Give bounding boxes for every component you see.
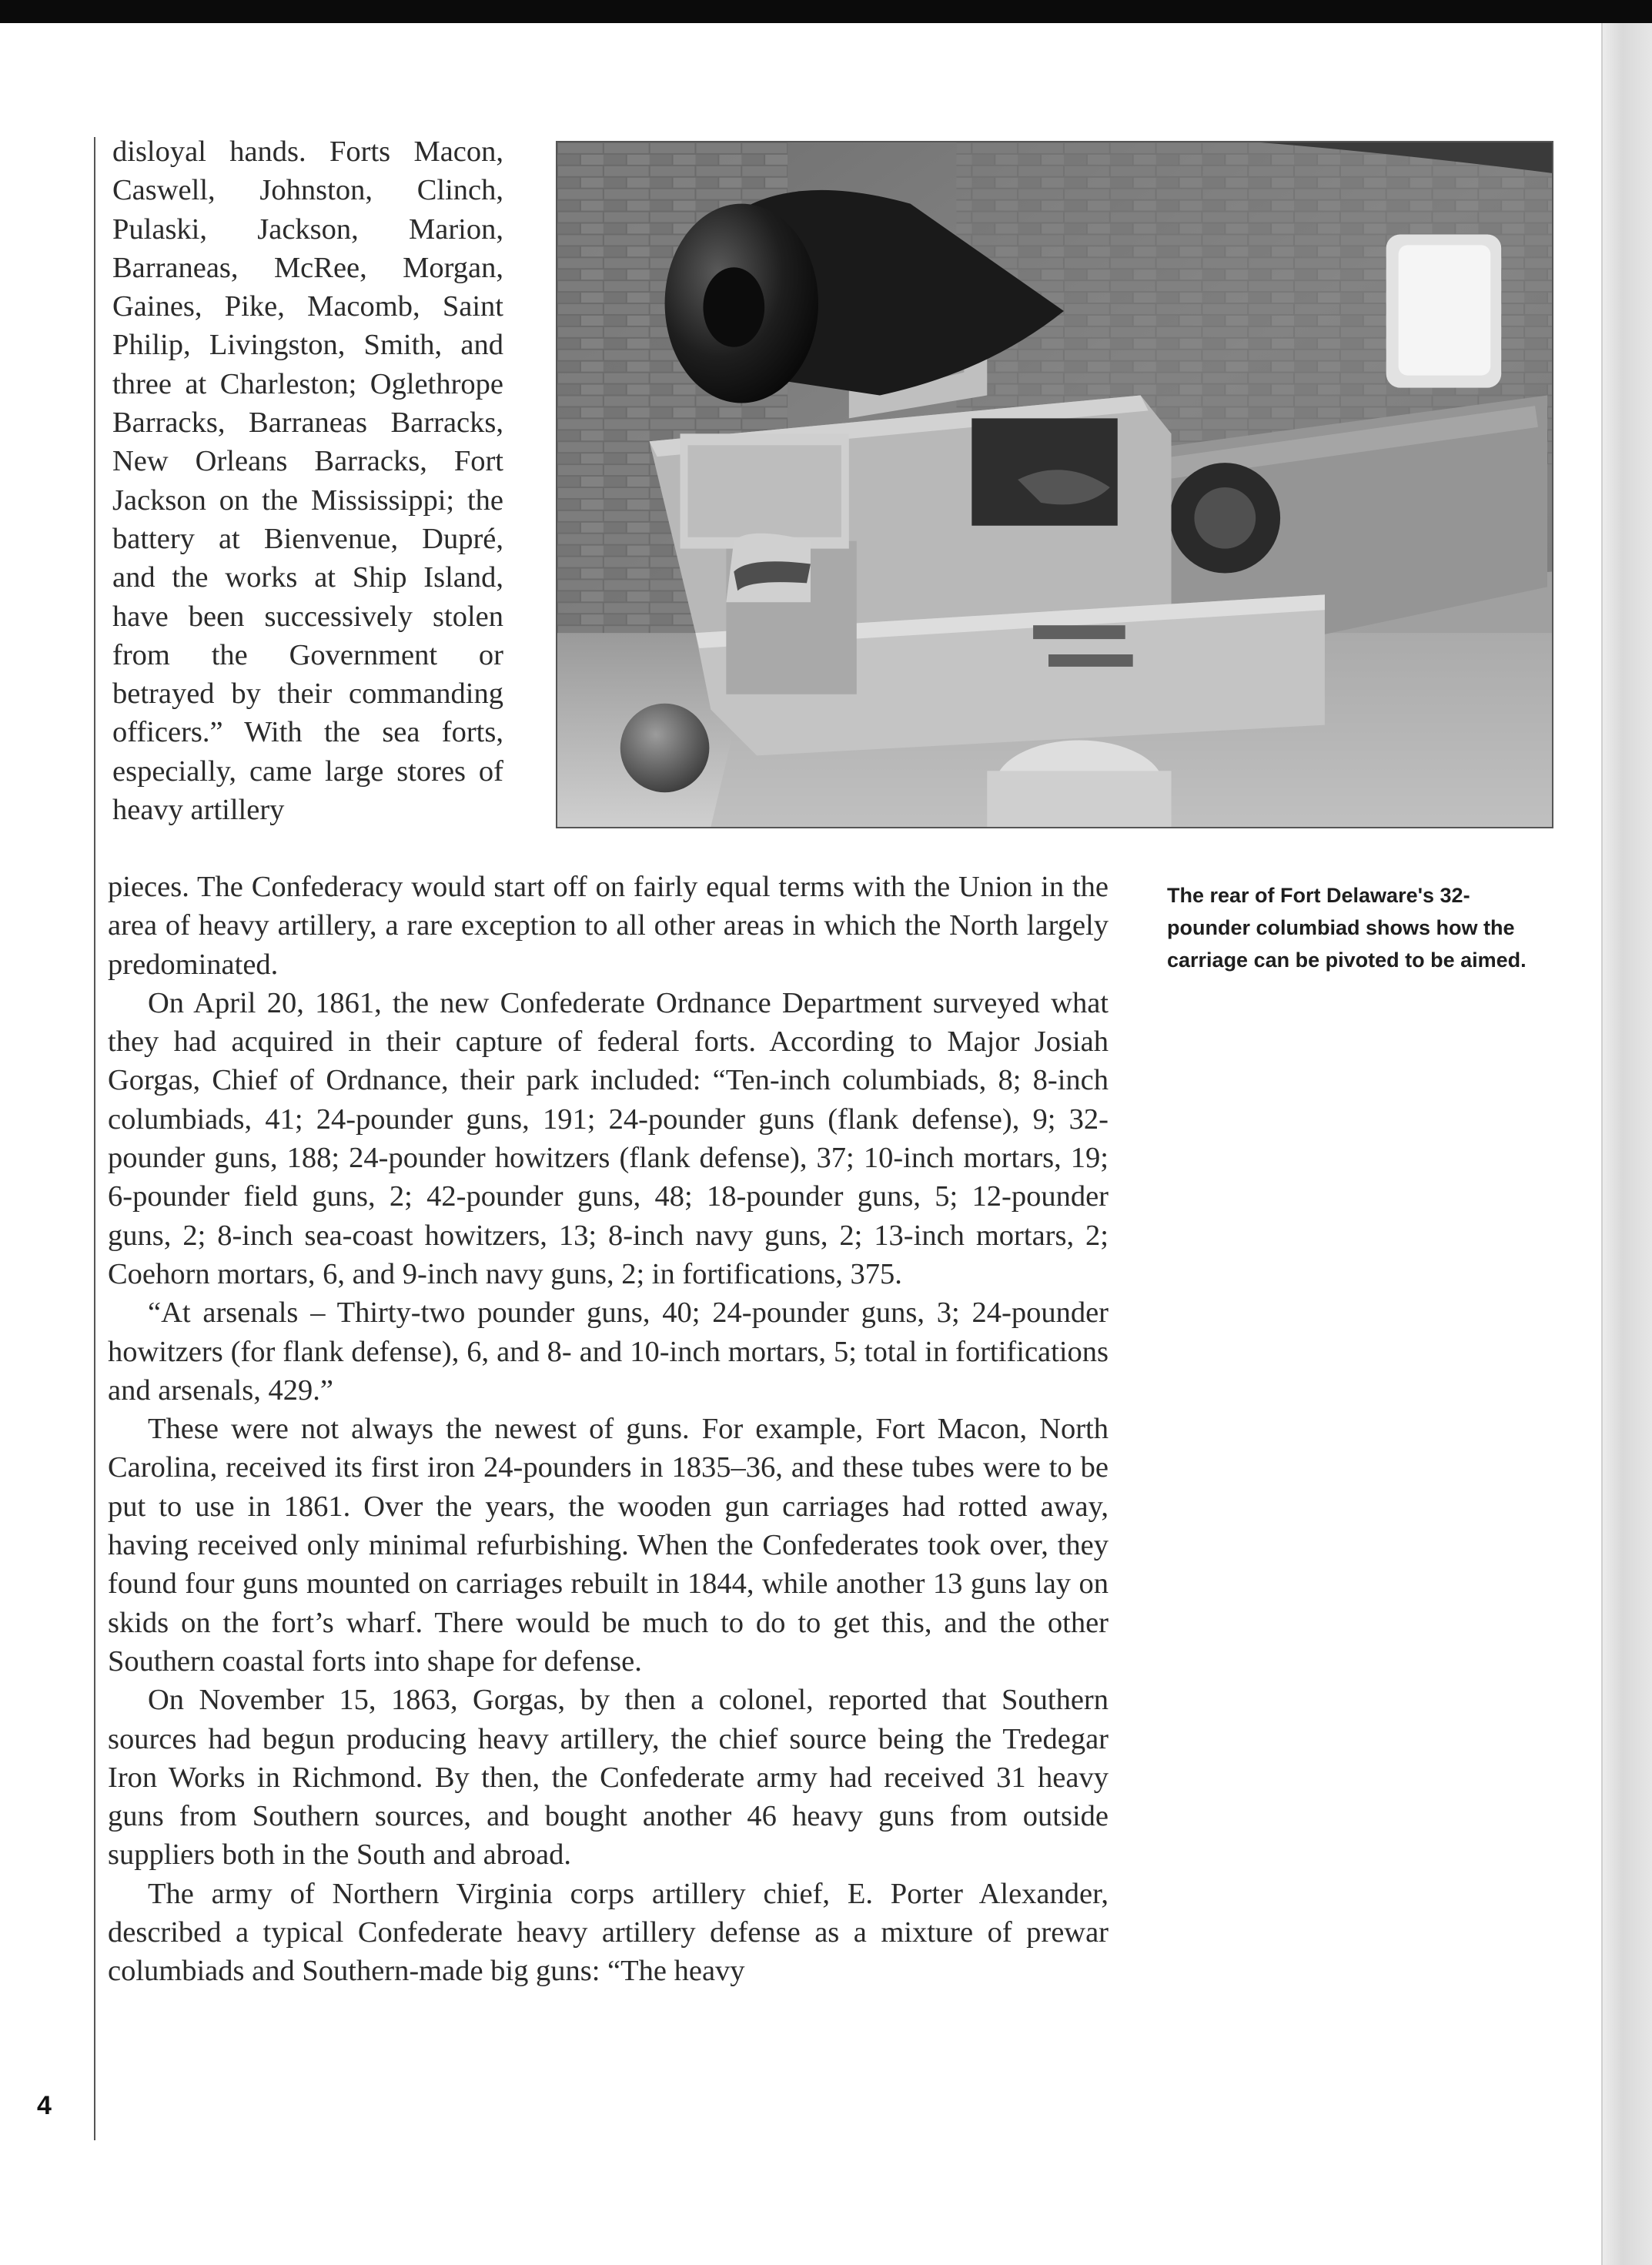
photo-drawing bbox=[557, 142, 1552, 827]
figure-caption: The rear of Fort Delaware's 32-pounder columbiad shows how the carriage can be pivoted to be aimed. bbox=[1167, 884, 1527, 972]
page-gutter bbox=[1603, 23, 1652, 2265]
text-column-main bbox=[108, 868, 1109, 1991]
paragraph-fort-macon: These were not always the newest of guns. For example, Fort Macon, North Carolina, received its first iron 24-pounders in 1835–36, and these tubes were to be put to use in 1861. Over the years, the wooden gun carriages had rotted away, having received only minimal refurbishing. When the Confederates took over, they found four guns mounted on carriages rebuilt in 1844, while another 13 guns lay on skids on the fort’s wharf. There would be much to do to get this, and the other Southern coastal forts into shape for defense. bbox=[108, 1413, 1109, 1678]
paragraph-porter-alexander: The army of Northern Virginia corps artillery chief, E. Porter Alexander, described a typical Confederate heavy artillery defense as a mixture of prewar columbiads and Southern-made big guns: “The heavy bbox=[108, 1877, 1109, 1988]
paragraph-ordnance-survey: On April 20, 1861, the new Confederate Ordnance Department surveyed what they had acquired in their capture of federal forts. According to Major Josiah Gorgas, Chief of Ordnance, their park included: “Ten-inch columbiads, 8; 8-inch columbiads, 41; 24-pounder guns, 191; 24-pounder guns (flank defense), 9; 32-pounder guns, 188; 24-pounder howitzers (flank defense), 37; 10-inch mortars, 19; 6-pounder field guns, 2; 42-pounder guns, 48; 18-pounder guns, 5; 12-pounder guns, 2; 8-inch sea-coast howitzers, 13; 8-inch navy guns, 2; 13-inch mortars, 2; Coehorn mortars, 6, and 9-inch navy guns, 2; in fortifications, 375. bbox=[108, 986, 1109, 1290]
margin-rule bbox=[94, 137, 95, 2140]
scan-top-edge bbox=[0, 0, 1652, 23]
paragraph-continuation: pieces. The Confederacy would start off on fairly equal terms with the Union in the area of heavy artillery, a rare exception to all other areas in which the North largely predominated. bbox=[108, 871, 1109, 981]
paragraph-arsenals: “At arsenals – Thirty-two pounder guns, 40; 24-pounder guns, 3; 24-pounder howitzers (for flank defense), 6, and 8- and 10-inch mortars, 5; total in fortifications and arsenals, 429.” bbox=[108, 1296, 1109, 1407]
paragraph-narrow: disloyal hands. Forts Macon, Caswell, Johnston, Clinch, Pulaski, Jackson, Marion, Barraneas, McRee, Morgan, Gaines, Pike, Macomb, Saint Philip, Livingston, Smith, and three at Charleston; Oglethrope Barracks, Barraneas Barracks, New Orleans Barracks, Fort Jackson on the Mississippi; the battery at Bienvenue, Dupré, and the works at Ship Island, have been successively stolen from the Government or betrayed by their commanding officers.” With the sea forts, especially, came large stores of heavy artillery bbox=[112, 135, 503, 827]
page-number: 4 bbox=[37, 2091, 52, 2120]
photo-columbiad-carriage bbox=[556, 141, 1553, 828]
text-column-narrow bbox=[112, 132, 503, 829]
paragraph-gorgas-report: On November 15, 1863, Gorgas, by then a colonel, reported that Southern sources had begun producing heavy artillery, the chief source being the Tredegar Iron Works in Richmond. By then, the Confederate army had received 31 heavy guns from Southern sources, and bought another 46 heavy guns from outside suppliers both in the South and abroad. bbox=[108, 1684, 1109, 1872]
